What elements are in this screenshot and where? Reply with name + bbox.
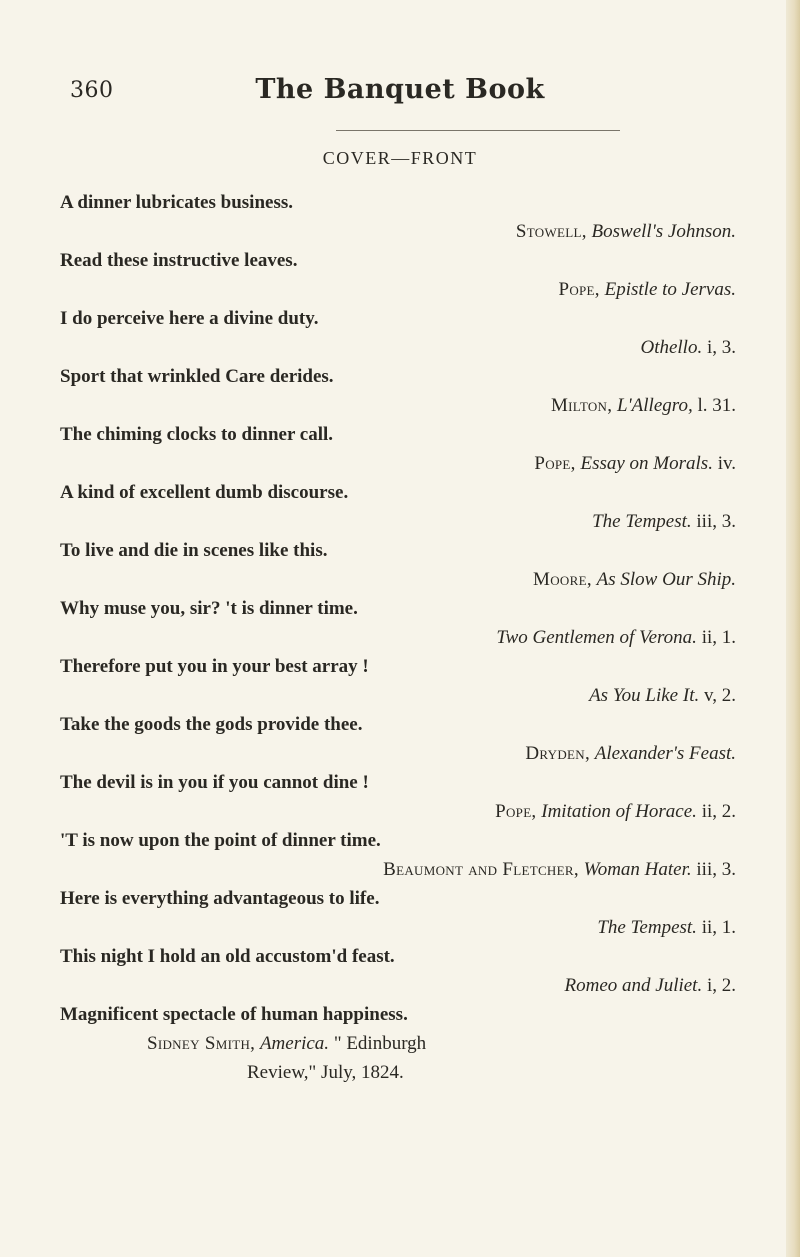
quote-source (60, 217, 736, 246)
quote-text: Take the goods the gods provide thee. (60, 714, 363, 735)
quote-entry (60, 826, 736, 884)
quote-reference: i, 3. (706, 337, 736, 358)
quote-source (60, 797, 736, 826)
quote-work: L'Allegro, (617, 395, 693, 416)
page-number: 360 (70, 78, 114, 103)
quote-author: Stowell, (515, 221, 587, 242)
quote-reference: v, 2. (703, 685, 736, 706)
quote-entry (60, 420, 736, 478)
quote-entry (60, 594, 736, 652)
quote-note: " Edinburgh (333, 1033, 427, 1054)
quote-author: Pope, (534, 453, 576, 474)
header-rule (336, 130, 620, 131)
quote-work: Imitation of Horace. (541, 801, 697, 822)
quote-source (60, 913, 736, 942)
quote-entry (60, 884, 736, 942)
quote-text: A kind of excellent dumb discourse. (60, 482, 349, 503)
quote-text: Here is everything advantageous to life. (60, 888, 380, 909)
quote-text: Therefore put you in your best array ! (60, 656, 369, 677)
quote-note-continued: Review," July, 1824. (247, 1062, 404, 1083)
quote-text: This night I hold an old accustom'd feast. (60, 946, 395, 967)
quote-work: As Slow Our Ship. (596, 569, 736, 590)
quote-entry (60, 768, 736, 826)
quote-reference: l. 31. (697, 395, 736, 416)
quote-entry (60, 1000, 736, 1087)
quote-source (60, 855, 736, 884)
quote-entry (60, 362, 736, 420)
quote-work: America. (259, 1033, 330, 1054)
quote-reference: ii, 2. (701, 801, 736, 822)
quote-text: 'T is now upon the point of dinner time. (60, 830, 381, 851)
quote-source (60, 507, 736, 536)
quote-text: To live and die in scenes like this. (60, 540, 328, 561)
quote-source (60, 1029, 736, 1058)
quote-work: Boswell's Johnson. (591, 221, 736, 242)
quote-reference: ii, 1. (701, 917, 736, 938)
quote-source (60, 565, 736, 594)
running-head: The Banquet Book (255, 74, 545, 105)
quote-entry (60, 188, 736, 246)
quote-author: Milton, (550, 395, 613, 416)
quote-entry (60, 246, 736, 304)
quote-text: Read these instructive leaves. (60, 250, 298, 271)
quote-work: Alexander's Feast. (594, 743, 736, 764)
quote-text: The devil is in you if you cannot dine ! (60, 772, 369, 793)
quote-entry (60, 478, 736, 536)
quote-entry (60, 536, 736, 594)
quote-source (60, 623, 736, 652)
quote-entry (60, 304, 736, 362)
quote-author: Pope, (495, 801, 537, 822)
quote-reference: ii, 1. (701, 627, 736, 648)
quote-source (60, 971, 736, 1000)
quote-reference: i, 2. (706, 975, 736, 996)
quote-source (60, 275, 736, 304)
quote-author: Moore, (533, 569, 592, 590)
quote-text: A dinner lubricates business. (60, 192, 293, 213)
quote-entry (60, 710, 736, 768)
quote-reference: iii, 3. (696, 859, 736, 880)
quote-work: Epistle to Jervas. (604, 279, 736, 300)
quote-reference: iv. (717, 453, 736, 474)
quote-text: Sport that wrinkled Care derides. (60, 366, 334, 387)
quote-entry (60, 652, 736, 710)
quote-source (60, 391, 736, 420)
quote-text: I do perceive here a divine duty. (60, 308, 319, 329)
quote-text: The chiming clocks to dinner call. (60, 424, 334, 445)
quote-source (60, 681, 736, 710)
quote-source (60, 449, 736, 478)
page-edge (786, 0, 800, 1257)
quote-author: Sidney Smith, (147, 1033, 256, 1054)
quote-work: Othello. (640, 337, 703, 358)
quote-author: Pope, (558, 279, 600, 300)
quote-list (60, 188, 736, 1087)
section-title: COVER—FRONT (322, 148, 478, 168)
quote-source (60, 333, 736, 362)
quote-author: Beaumont and Fletcher, (383, 859, 579, 880)
quote-work: As You Like It. (589, 685, 700, 706)
quote-work: The Tempest. (597, 917, 697, 938)
quote-container (60, 188, 736, 1000)
quote-work: Woman Hater. (583, 859, 692, 880)
quote-entry (60, 942, 736, 1000)
quote-author: Dryden, (525, 743, 590, 764)
quote-source (60, 739, 736, 768)
quote-text: Why muse you, sir? 't is dinner time. (60, 598, 358, 619)
quote-work: The Tempest. (592, 511, 692, 532)
quote-work: Essay on Morals. (580, 453, 713, 474)
quote-reference: iii, 3. (696, 511, 736, 532)
quote-text: Magnificent spectacle of human happiness. (60, 1004, 408, 1025)
quote-work: Romeo and Juliet. (564, 975, 703, 996)
quote-work: Two Gentlemen of Verona. (496, 627, 697, 648)
